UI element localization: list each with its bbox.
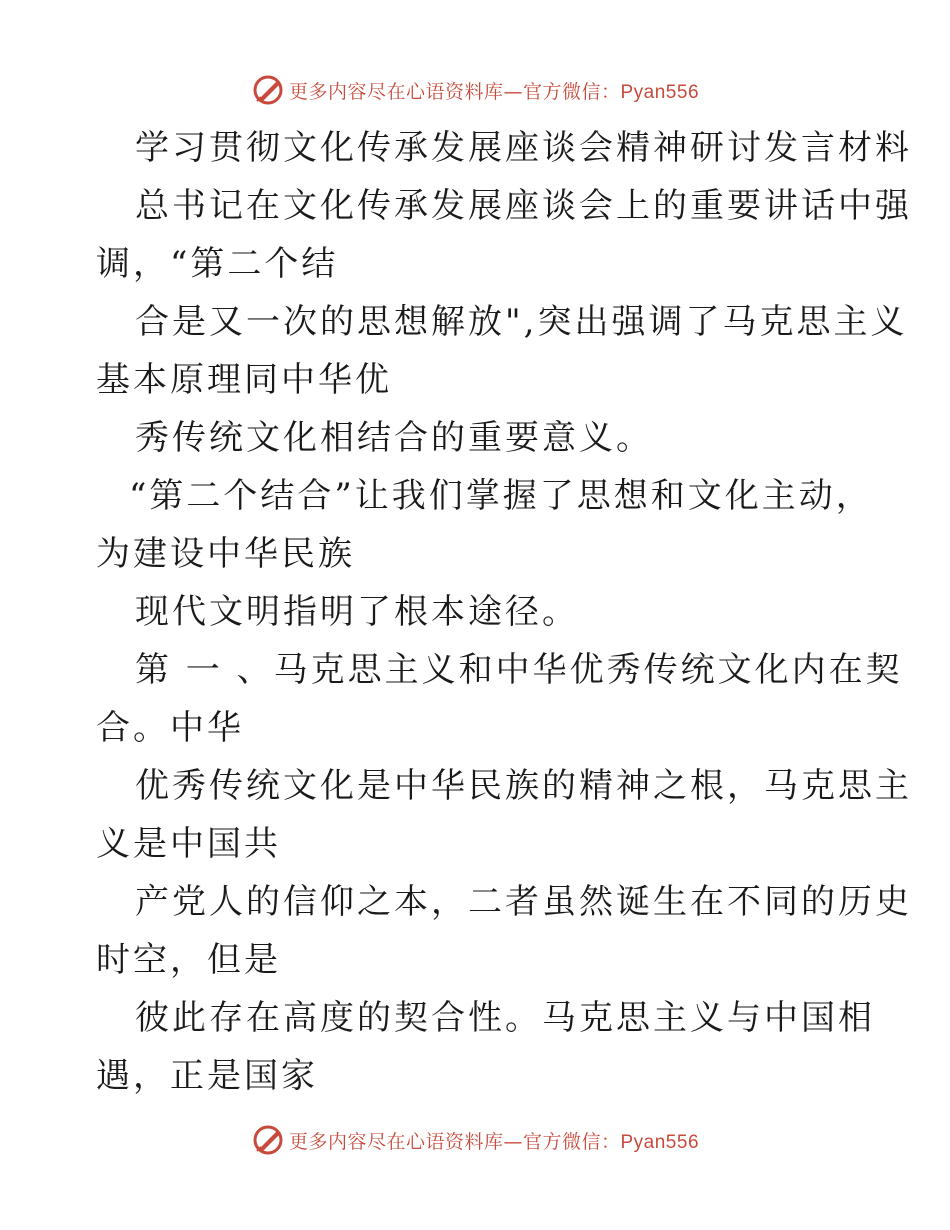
paragraph-line: 义是中国共 — [96, 824, 281, 864]
paragraph-line: “第二个结合”让我们掌握了思想和文化主动， — [129, 476, 873, 516]
header-brand-text: 更多内容尽在心语资料库—官方微信： — [288, 80, 621, 103]
quill-pen-logo-icon — [251, 73, 285, 107]
footer-banner-inner — [251, 1123, 699, 1157]
paragraph-line: 合。中华 — [96, 708, 244, 748]
footer-banner-text — [289, 1127, 699, 1154]
footer-brand-text: 更多内容尽在心语资料库—官方微信： — [288, 1130, 621, 1153]
paragraph-line: 现代文明指明了根本途径。 — [135, 592, 579, 632]
paragraph-line: 基本原理同中华优 — [96, 360, 392, 400]
quill-pen-logo-icon — [251, 1123, 285, 1157]
paragraph-line: 调，“第二个结 — [96, 244, 339, 284]
paragraph-line: 合是又一次的思想解放",突出强调了马克思主义 — [135, 302, 908, 342]
header-banner-inner — [251, 73, 699, 107]
section-heading-line: 第 一 、马克思主义和中华优秀传统文化内在契 — [135, 650, 903, 690]
paragraph-line: 秀传统文化相结合的重要意义。 — [135, 418, 653, 458]
header-wechat-handle: Pyan556 — [620, 81, 700, 103]
footer-watermark-banner — [0, 1120, 950, 1160]
header-banner-text — [289, 77, 699, 104]
paragraph-line: 为建设中华民族 — [96, 534, 355, 574]
header-watermark-banner — [0, 70, 950, 110]
paragraph-line: 产党人的信仰之本，二者虽然诞生在不同的历史 — [135, 882, 912, 922]
paragraph-line: 时空，但是 — [96, 940, 281, 980]
paragraph-line: 优秀传统文化是中华民族的精神之根，马克思主 — [135, 766, 912, 806]
footer-wechat-handle: Pyan556 — [620, 1131, 700, 1153]
paragraph-line: 遇，正是国家 — [96, 1056, 318, 1096]
paragraph-line: 彼此存在高度的契合性。马克思主义与中国相 — [135, 998, 875, 1038]
document-title: 学习贯彻文化传承发展座谈会精神研讨发言材料 — [135, 128, 912, 168]
document-body — [96, 124, 912, 1110]
paragraph-line: 总书记在文化传承发展座谈会上的重要讲话中强 — [135, 186, 912, 226]
